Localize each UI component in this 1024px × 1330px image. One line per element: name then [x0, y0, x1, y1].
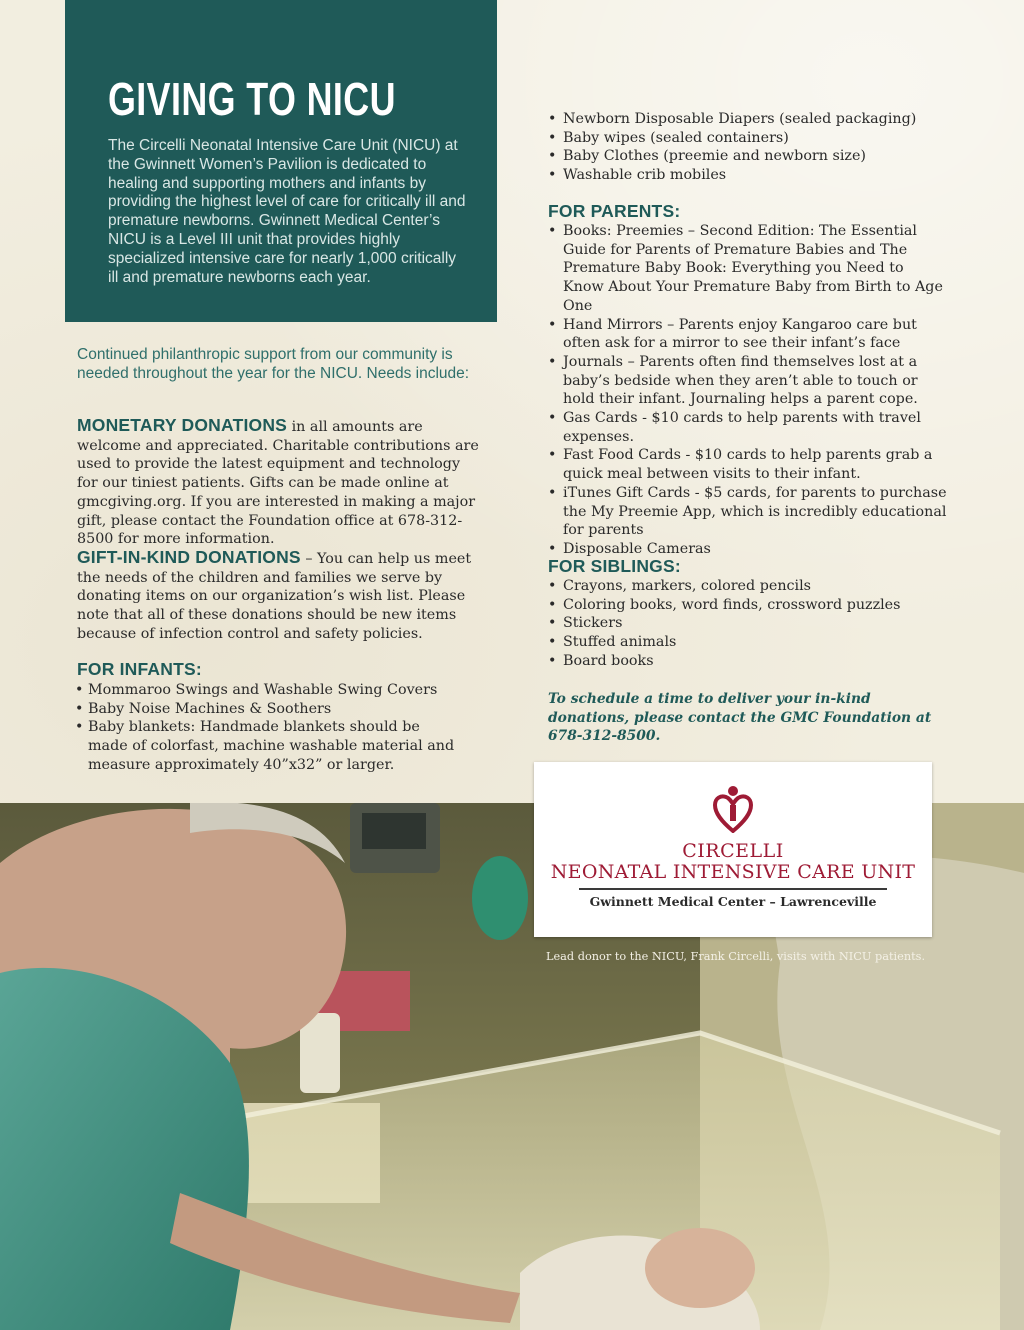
for-siblings-heading: FOR SIBLINGS:	[548, 556, 681, 576]
list-item: • Newborn Disposable Diapers (sealed packaging)	[548, 110, 948, 129]
list-item: • Gas Cards - $10 cards to help parents with travel expenses.	[548, 409, 948, 446]
for-infants-heading: FOR INFANTS:	[77, 659, 202, 679]
list-item: • Books: Preemies – Second Edition: The Essential Guide for Parents of Premature Babies and The Premature Baby Book: Everything you Need to Know About Your Premature Baby from Birth to Age One	[548, 222, 948, 316]
closing-note: To schedule a time to deliver your in-kind donations, please contact the GMC Foundation at 678-312-8500.	[548, 691, 932, 745]
list-item: • Disposable Cameras	[548, 540, 948, 559]
list-item: • Board books	[548, 652, 948, 671]
gift-in-kind-text: – You can help us meet the needs of the children and families we serve by donating items on our organization’s wish list. Please note that all of these donations should be new items because of infection control and safety policies.	[77, 551, 472, 642]
gift-in-kind-heading: GIFT-IN-KIND DONATIONS	[77, 547, 301, 567]
photo-caption: Lead donor to the NICU, Frank Circelli, visits with NICU patients.	[546, 950, 926, 963]
list-item: • Hand Mirrors – Parents enjoy Kangaroo care but often ask for a mirror to see their infant’s face	[548, 316, 948, 353]
header-box	[65, 0, 497, 322]
infant-items-continued-list	[548, 110, 948, 185]
heart-logo-icon	[713, 785, 753, 833]
logo-unit-name: NEONATAL INTENSIVE CARE UNIT	[550, 861, 916, 883]
list-item: • Fast Food Cards - $10 cards to help parents grab a quick meal between visits to their infant.	[548, 446, 948, 483]
list-item: • Stickers	[548, 614, 948, 633]
monetary-donations-section	[77, 416, 482, 549]
nicu-logo-card	[534, 762, 932, 937]
for-parents-list	[548, 222, 948, 559]
gift-in-kind-section	[77, 548, 497, 644]
list-item: • Baby wipes (sealed containers)	[548, 129, 948, 148]
monetary-donations-heading: MONETARY DONATIONS	[77, 415, 288, 435]
logo-name: CIRCELLI	[682, 840, 784, 862]
needs-intro: Continued philanthropic support from our community is needed throughout the year for the NICU. Needs include:	[77, 346, 470, 382]
for-siblings-list	[548, 577, 948, 671]
list-item: • Washable crib mobiles	[548, 166, 948, 185]
list-item: • Mommaroo Swings and Washable Swing Covers	[75, 681, 460, 700]
list-item: • Journals – Parents often find themselves lost at a baby’s bedside when they aren’t able to touch or hold their infant. Journaling helps a parent cope.	[548, 353, 948, 409]
monetary-donations-text: in all amounts are welcome and appreciated. Charitable contributions are used to provide the latest equipment and technology for our tiniest patients. Gifts can be made online at gmcgiving.org. If you are interested in making a major gift, please contact the Foundation office at 678-312-8500 for more information.	[77, 419, 479, 548]
list-item: • Coloring books, word finds, crossword puzzles	[548, 596, 948, 615]
list-item: • Stuffed animals	[548, 633, 948, 652]
logo-divider	[579, 888, 887, 890]
list-item: • iTunes Gift Cards - $5 cards, for parents to purchase the My Preemie App, which is incredibly educational for parents	[548, 484, 948, 540]
intro-paragraph: The Circelli Neonatal Intensive Care Unit (NICU) at the Gwinnett Women’s Pavilion is dedicated to healing and supporting mothers and infants by providing the highest level of care for critically ill and premature newborns. Gwinnett Medical Center’s NICU is a Level III unit that provides highly specialized intensive care for nearly 1,000 critically ill and premature newborns each year.	[108, 137, 466, 286]
page-title: GIVING TO NICU	[108, 73, 396, 125]
logo-subtitle: Gwinnett Medical Center – Lawrenceville	[589, 894, 877, 909]
for-parents-heading: FOR PARENTS:	[548, 201, 681, 221]
list-item: • Crayons, markers, colored pencils	[548, 577, 948, 596]
list-item: • Baby blankets: Handmade blankets should be made of colorfast, machine washable material and measure approximately 40”x32” or larger.	[75, 718, 460, 774]
for-infants-list	[75, 681, 460, 775]
list-item: • Baby Clothes (preemie and newborn size)	[548, 147, 948, 166]
list-item: • Baby Noise Machines & Soothers	[75, 700, 460, 719]
